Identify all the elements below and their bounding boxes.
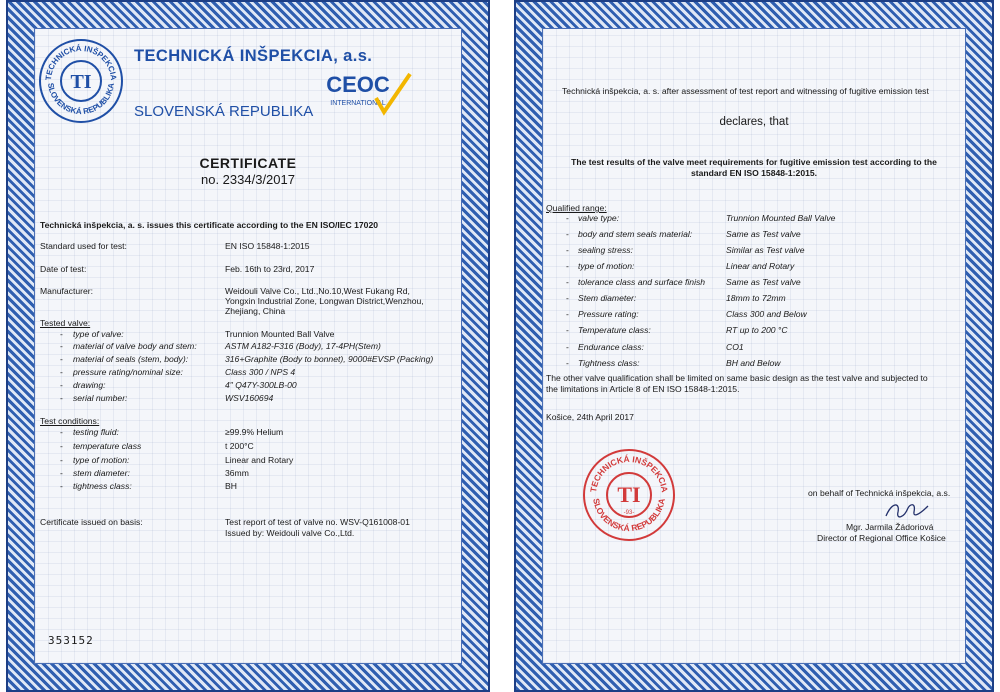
tested-valve-label: type of valve:: [73, 329, 124, 339]
declares-text: declares, that: [719, 116, 789, 128]
certificate-number: no. 2334/3/2017: [201, 172, 295, 187]
ti-seal-top-text: TECHNICKÁ INŠPEKCIA: [43, 43, 119, 81]
qualified-label: tolerance class and surface finish: [578, 277, 706, 287]
basis-line: Issued by: Weidouli valve Co.,Ltd.: [225, 528, 355, 538]
result-statement: standard EN ISO 15848-1:2015.: [690, 168, 818, 178]
qualified-value: Same as Test valve: [726, 277, 801, 287]
ti-seal-logo: [38, 38, 124, 124]
qualified-label: valve type:: [578, 213, 620, 223]
test-condition-value: t 200°C: [225, 441, 254, 451]
signer-name: Mgr. Jarmila Žádoriová: [846, 522, 934, 532]
red-seal-top-text: TECHNICKÁ INŠPEKCIA: [588, 453, 670, 493]
qualified-range-heading: Qualified range:: [546, 203, 607, 213]
qualified-label: Pressure rating:: [578, 309, 639, 319]
ceoc-logo: [318, 68, 428, 116]
on-behalf-text: on behalf of Technická inšpekcia, a.s.: [808, 488, 951, 498]
test-condition-label: tightness class:: [73, 481, 132, 491]
standard-label: Standard used for test:: [40, 241, 127, 251]
qualified-value: CO1: [726, 342, 744, 352]
qualified-label: type of motion:: [578, 261, 635, 271]
qualified-label: Stem diameter:: [578, 293, 637, 303]
manufacturer-line: Weidouli Valve Co., Ltd.,No.10,West Fukang Rd,: [225, 286, 410, 296]
red-seal-bottom-text: SLOVENSKÁ REPUBLIKA: [591, 497, 667, 534]
right-intro: Technická inšpekcia, a. s. after assessment of test report and witnessing of fugitive emission test: [562, 86, 929, 96]
test-condition-value: 36mm: [225, 468, 249, 478]
manufacturer-line: Zhejiang, China: [225, 306, 286, 316]
qualified-label: sealing stress:: [578, 245, 633, 255]
ti-seal-bottom-text: SLOVENSKÁ REPUBLIKA: [45, 82, 117, 117]
red-seal-number: -93-: [623, 510, 635, 516]
qualified-value: Linear and Rotary: [726, 261, 795, 271]
serial-stamp: 353152: [48, 634, 94, 647]
test-condition-label: testing fluid:: [73, 427, 119, 437]
qualified-value: BH and Below: [726, 358, 781, 368]
certificate-title: CERTIFICATE: [199, 155, 297, 171]
date-value: Feb. 16th to 23rd, 2017: [225, 264, 315, 274]
tested-valve-label: material of valve body and stem:: [73, 341, 197, 351]
tested-valve-value: 4" Q47Y-300LB-00: [225, 380, 297, 390]
test-condition-label: stem diameter:: [73, 468, 130, 478]
tested-valve-value: ASTM A182-F316 (Body), 17-4PH(Stem): [225, 341, 381, 351]
tested-valve-label: drawing:: [73, 380, 106, 390]
tested-valve-value: Class 300 / NPS 4: [225, 367, 296, 377]
qualified-value: Same as Test valve: [726, 229, 801, 239]
signer-title: Director of Regional Office Košice: [817, 533, 946, 543]
org-name: TECHNICKÁ INŠPEKCIA, a.s.: [134, 47, 373, 65]
manufacturer-label: Manufacturer:: [40, 286, 94, 296]
basis-label: Certificate issued on basis:: [40, 517, 143, 527]
qualified-label: body and stem seals material:: [578, 229, 693, 239]
qualified-label: Tightness class:: [578, 358, 640, 368]
limitation-text: The other valve qualification shall be limited on same basic design as the test valve and subjected to: [546, 373, 928, 383]
tested-valve-label: pressure rating/nominal size:: [73, 367, 183, 377]
qualified-value: Trunnion Mounted Ball Valve: [726, 213, 836, 223]
qualified-value: Similar as Test valve: [726, 245, 805, 255]
tested-valve-heading: Tested valve:: [40, 318, 91, 328]
signature-icon: [882, 498, 932, 524]
test-conditions-heading: Test conditions:: [40, 416, 100, 426]
test-condition-value: Linear and Rotary: [225, 455, 294, 465]
test-condition-label: type of motion:: [73, 455, 130, 465]
issue-statement: Technická inšpekcia, a. s. issues this certificate according to the EN ISO/IEC 17020: [40, 220, 378, 230]
test-condition-label: temperature class: [73, 441, 142, 451]
qualified-label: Temperature class:: [578, 325, 651, 335]
test-condition-value: BH: [225, 481, 237, 491]
limitation-text: the limitations in Article 8 of EN ISO 15848-1:2015.: [546, 384, 740, 394]
result-statement: The test results of the valve meet requirements for fugitive emission test according to the: [571, 157, 937, 167]
qualified-value: 18mm to 72mm: [726, 293, 786, 303]
tested-valve-value: WSV160694: [225, 393, 274, 403]
basis-line: Test report of test of valve no. WSV-Q161008-01: [225, 517, 410, 527]
ti-seal-center: TI: [70, 71, 92, 93]
date-label: Date of test:: [40, 264, 87, 274]
tested-valve-value: Trunnion Mounted Ball Valve: [225, 329, 335, 339]
country-name: SLOVENSKÁ REPUBLIKA: [134, 103, 314, 120]
standard-value: EN ISO 15848-1:2015: [225, 241, 310, 251]
official-seal-icon: [582, 448, 676, 542]
ceoc-logo-sub: INTERNATIONAL: [330, 100, 386, 107]
tested-valve-label: material of seals (stem, body):: [73, 354, 189, 364]
qualified-value: Class 300 and Below: [726, 309, 807, 319]
place-date: Košice, 24th April 2017: [546, 412, 634, 422]
red-seal-center: TI: [617, 482, 641, 507]
qualified-label: Endurance class:: [578, 342, 644, 352]
test-condition-value: ≥99.9% Helium: [225, 427, 284, 437]
qualified-value: RT up to 200 °C: [726, 325, 788, 335]
tested-valve-label: serial number:: [73, 393, 128, 403]
manufacturer-line: Yongxin Industrial Zone, Longwan District,Wenzhou,: [225, 296, 424, 306]
tested-valve-value: 316+Graphite (Body to bonnet), 9000#EVSP (Packing): [225, 354, 434, 364]
ceoc-logo-text: CEOC: [326, 72, 390, 97]
